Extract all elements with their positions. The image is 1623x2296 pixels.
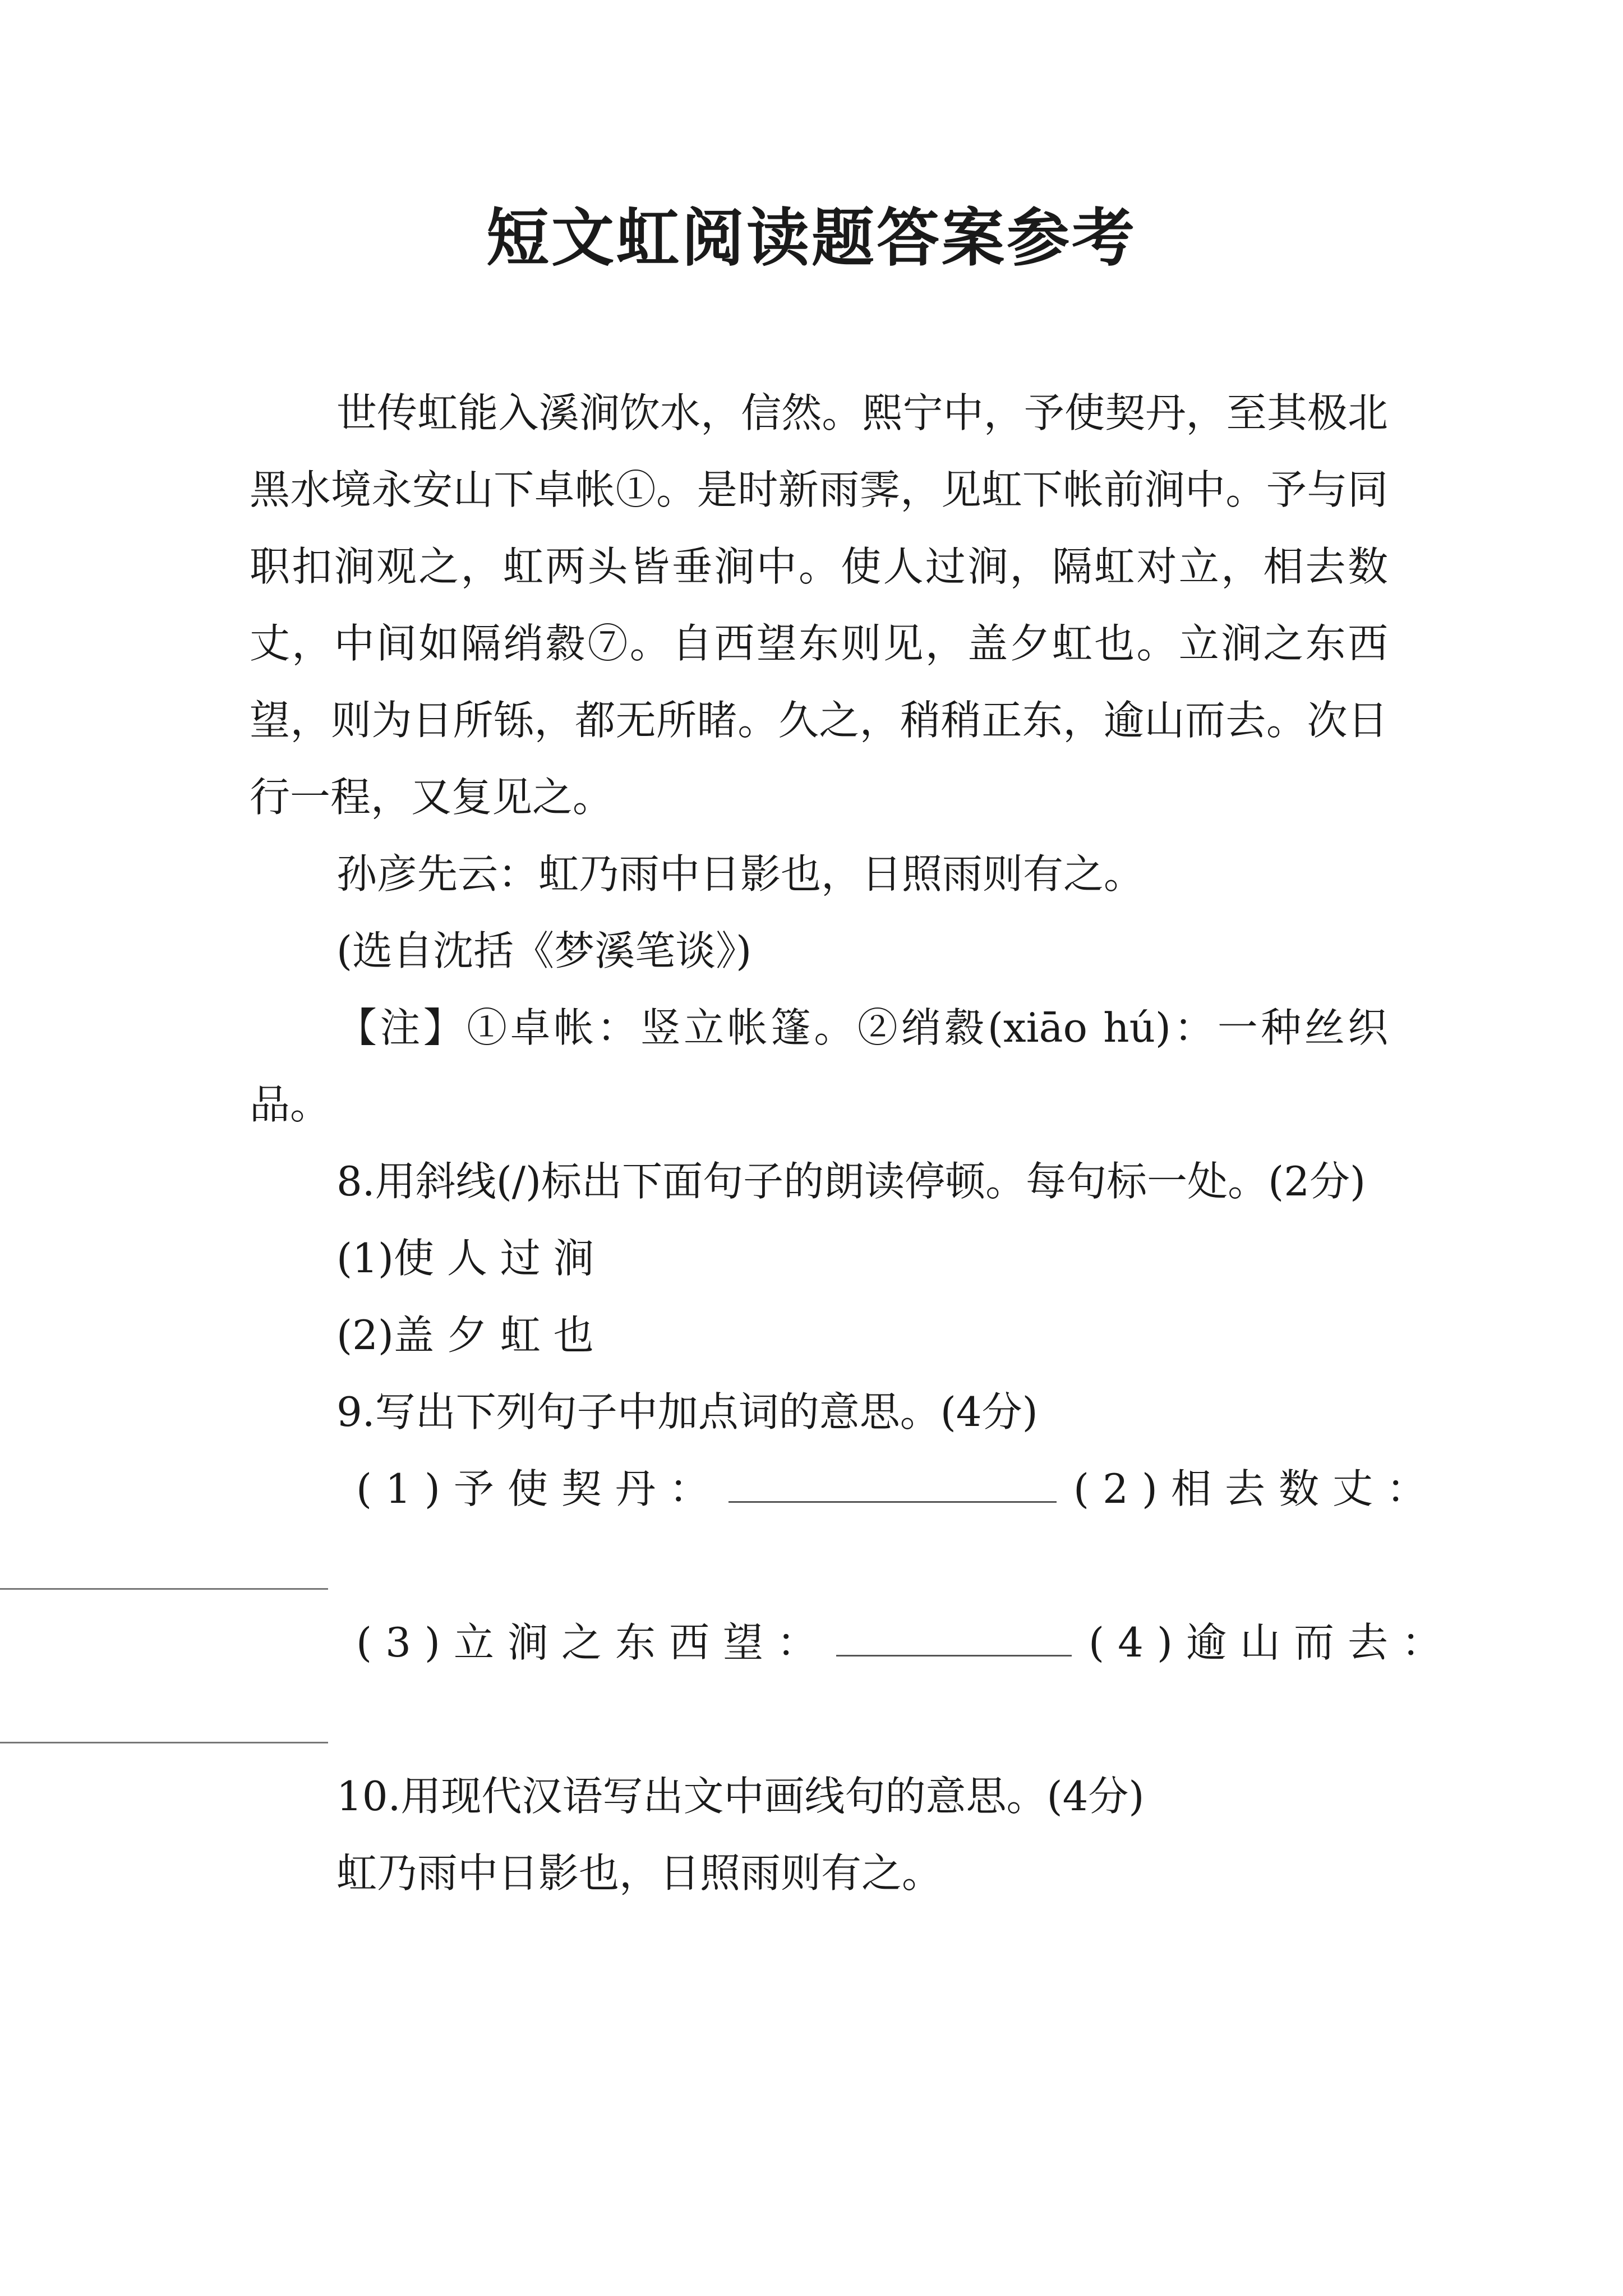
question-10-prompt: 10.用现代汉语写出文中画线句的意思。(4分) — [336, 1773, 1145, 1820]
passage-source: (选自沈括《梦溪笔谈》) — [336, 927, 752, 974]
passage-note: 【注】①卓帐：竖立帐篷。②绡縠(xiāo hú)：一种丝织品。 — [250, 1004, 1388, 1128]
question-9-item-4: (4)逾山而去： — [1089, 1619, 1455, 1666]
question-9-row-2 — [250, 1604, 1455, 1681]
passage-paragraph-1: 世传虹能入溪涧饮水，信然。熙宁中，予使契丹，至其极北黑水境永安山下卓帐①。是时新雨霁，见虹下帐前涧中。予与同职扣涧观之，虹两头皆垂涧中。使人过涧，隔虹对立，相去数丈，中间如隔绡縠⑦。自西望东则见，盖夕虹也。立涧之东西望，则为日所铄，都无所睹。久之，稍稍正东，逾山而去。次日行一程，又复见之。 — [250, 389, 1388, 821]
document-body — [250, 375, 1455, 1912]
passage-paragraph-2: 孙彦先云：虹乃雨中日影也，日照雨则有之。 — [336, 850, 1145, 898]
answer-blank-row-4 — [250, 1681, 1388, 1758]
question-10-sentence: 虹乃雨中日影也，日照雨则有之。 — [336, 1849, 943, 1897]
answer-blank-2[interactable] — [0, 1588, 328, 1590]
question-9-item-3: (3)立涧之东西望： — [356, 1619, 831, 1666]
page-title: 短文虹阅读题答案参考 — [486, 201, 1137, 275]
question-8-prompt: 8.用斜线(/)标出下面句子的朗读停顿。每句标一处。(2分) — [336, 1158, 1366, 1205]
question-9-item-1: (1)予使契丹： — [356, 1465, 723, 1512]
question-9-row-1 — [250, 1451, 1440, 1527]
question-9-item-2: (2)相去数丈： — [1073, 1465, 1440, 1512]
question-9-prompt: 9.写出下列句子中加点词的意思。(4分) — [336, 1388, 1038, 1435]
answer-blank-3[interactable] — [836, 1653, 1072, 1657]
question-8-item-1: (1)使 人 过 涧 — [336, 1235, 594, 1282]
answer-blank-row-2 — [250, 1527, 1388, 1604]
answer-blank-1[interactable] — [728, 1499, 1057, 1503]
answer-blank-4[interactable] — [0, 1742, 328, 1743]
question-8-item-2: (2)盖 夕 虹 也 — [336, 1312, 594, 1359]
